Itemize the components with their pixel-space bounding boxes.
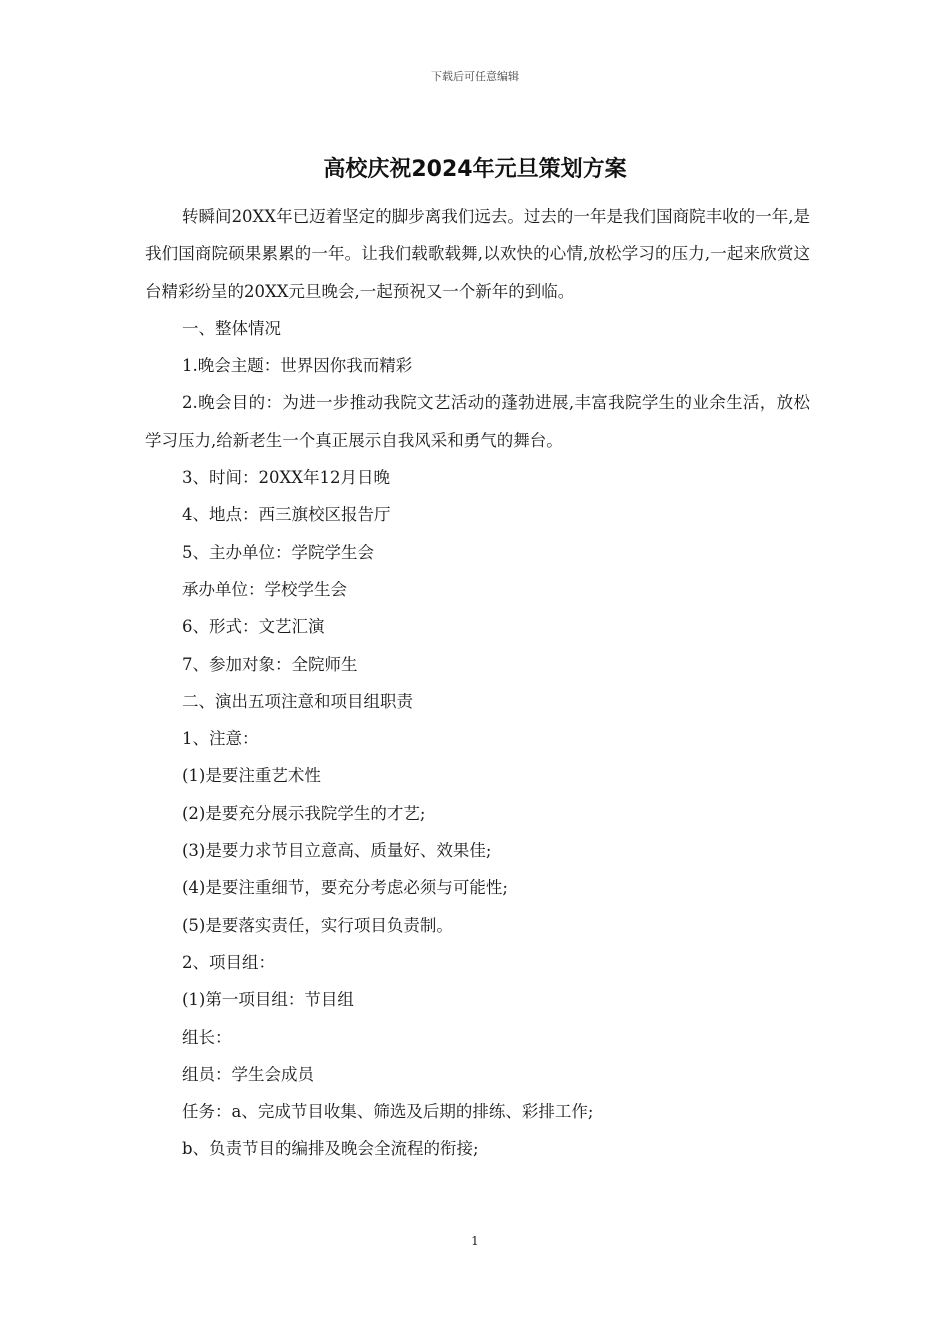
section-heading-notes: 二、演出五项注意和项目组职责 (182, 691, 413, 711)
paragraph-location: 4、地点：西三旗校区报告厅 (182, 505, 391, 525)
page-header: 下载后可任意编辑 (431, 70, 519, 83)
paragraph-group-leader: 组长： (182, 1027, 232, 1047)
paragraph-task-b: b、负责节目的编排及晚会全流程的衔接; (182, 1139, 479, 1159)
paragraph-project-groups: 2、项目组： (182, 952, 275, 972)
paragraph-co-organizer: 承办单位：学校学生会 (182, 579, 347, 599)
paragraph-purpose: 2.晚会目的：为进一步推动我院文艺活动的蓬勃进展,丰富我院学生的业余生活，放松学习压力,给新老生一个真正展示自我风采和勇气的舞台。 (145, 393, 810, 450)
page-number: 1 (471, 1234, 479, 1248)
paragraph-intro: 转瞬间20XX年已迈着坚定的脚步离我们远去。过去的一年是我们国商院丰收的一年,是我们国商院硕果累累的一年。让我们载歌载舞,以欢快的心情,放松学习的压力,一起来欣赏这台精彩纷呈的20XX元旦晚会,一起预祝又一个新年的到临。 (145, 207, 810, 301)
section-heading-overview: 一、整体情况 (182, 318, 281, 338)
paragraph-format: 6、形式：文艺汇演 (182, 617, 325, 637)
paragraph-task-a: 任务：a、完成节目收集、筛选及后期的排练、彩排工作; (182, 1102, 594, 1122)
list-item-note-2: (2)是要充分展示我院学生的才艺; (182, 803, 426, 823)
document-title: 高校庆祝2024年元旦策划方案 (323, 157, 627, 182)
paragraph-participants: 7、参加对象：全院师生 (182, 654, 358, 674)
paragraph-notes-heading: 1、注意： (182, 729, 259, 749)
list-item-note-4: (4)是要注重细节，要充分考虑必须与可能性; (182, 878, 508, 898)
paragraph-theme: 1.晚会主题：世界因你我而精彩 (182, 356, 413, 376)
paragraph-group-members: 组员：学生会成员 (182, 1064, 314, 1084)
paragraph-time: 3、时间：20XX年12月日晚 (182, 468, 390, 488)
document-body (145, 198, 810, 1168)
list-item-note-1: (1)是要注重艺术性 (182, 766, 321, 786)
list-item-group-1: (1)第一项目组：节目组 (182, 990, 354, 1010)
list-item-note-3: (3)是要力求节目立意高、质量好、效果佳; (182, 841, 492, 861)
paragraph-organizer: 5、主办单位：学院学生会 (182, 542, 374, 562)
list-item-note-5: (5)是要落实责任，实行项目负责制。 (182, 915, 453, 935)
